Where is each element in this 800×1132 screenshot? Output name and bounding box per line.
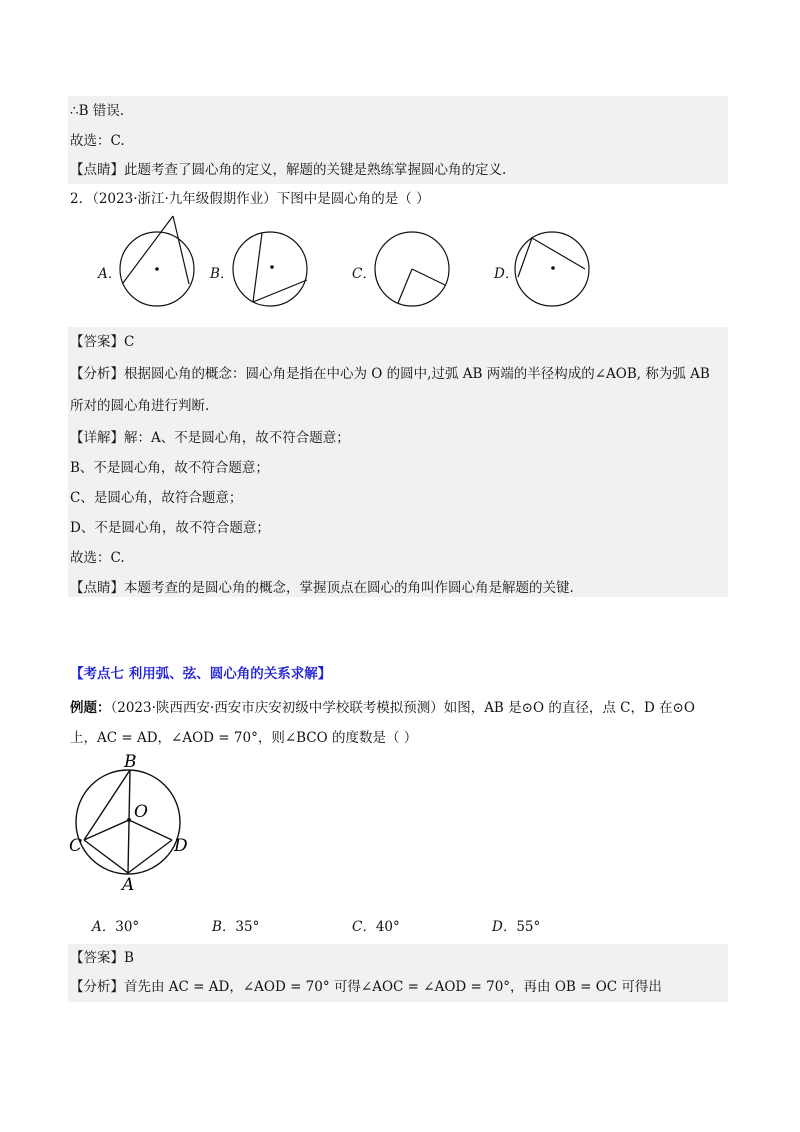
example-label: 例题： [70, 700, 111, 716]
option-b-label: B． [210, 266, 234, 282]
circle-figure-b [228, 222, 318, 312]
q2-answer: 【答案】C [70, 334, 135, 350]
option-a-label: A． [98, 266, 122, 282]
circle-figure-a [115, 212, 205, 312]
q2-detail-line-2: B、不是圆心角，故不符合题意； [70, 460, 269, 476]
q2-analysis-line-2: 所对的圆心角进行判断. [70, 398, 210, 414]
example-figure [64, 752, 204, 894]
example-option-d: D．55° [492, 919, 541, 935]
example-option-a: A．30° [92, 919, 140, 935]
q2-detail-line-4: D、不是圆心角，故不符合题意； [70, 520, 270, 536]
example-option-b: B．35° [212, 919, 260, 935]
circle-figure-c [370, 222, 460, 312]
option-c-label: C． [352, 266, 376, 282]
text-b-wrong: ∴B 错误. [70, 103, 125, 119]
example-text-1: （2023·陕西西安·西安市庆安初级中学校联考模拟预测）如图，AB 是⊙O 的直径，点 C，D 在⊙O [110, 700, 695, 716]
circle-figure-d [510, 222, 600, 312]
label-a: A [122, 875, 135, 894]
q2-detail-line-1: 【详解】解：A、不是圆心角，故不符合题意； [70, 430, 350, 446]
label-b: B [124, 752, 137, 772]
example-analysis: 【分析】首先由 AC = AD，∠AOD = 70° 可得∠AOC = ∠AOD = 70°，再由 OB = OC 可得出 [70, 979, 662, 995]
section-7-title: 【考点七 利用弧、弦、圆心角的关系求解】 [70, 666, 332, 682]
q2-choose: 故选：C. [70, 550, 125, 566]
q2-detail-line-3: C、是圆心角，故符合题意； [70, 490, 243, 506]
question-2-stem: 2．（2023·浙江·九年级假期作业）下图中是圆心角的是（ ） [70, 191, 430, 207]
example-line-2: 上，AC = AD，∠AOD = 70°，则∠BCO 的度数是（ ） [70, 730, 418, 746]
option-d-label: D． [494, 266, 519, 282]
text-comment-1: 【点睛】此题考查了圆心角的定义，解题的关键是熟练掌握圆心角的定义. [70, 162, 507, 178]
label-c: C [69, 836, 83, 856]
example-line-1 [70, 698, 695, 718]
label-o: O [134, 802, 148, 822]
q2-comment: 【点睛】本题考查的是圆心角的概念，掌握顶点在圆心的角叫作圆心角是解题的关键. [70, 580, 574, 596]
text-choose-c: 故选：C. [70, 133, 125, 149]
example-option-c: C．40° [352, 919, 400, 935]
label-d: D [174, 836, 188, 856]
q2-analysis-line-1: 【分析】根据圆心角的概念：圆心角是指在中心为 O 的圆中,过弧 AB 两端的半径构成的∠AOB, 称为弧 AB [70, 366, 710, 382]
example-answer: 【答案】B [70, 950, 134, 966]
